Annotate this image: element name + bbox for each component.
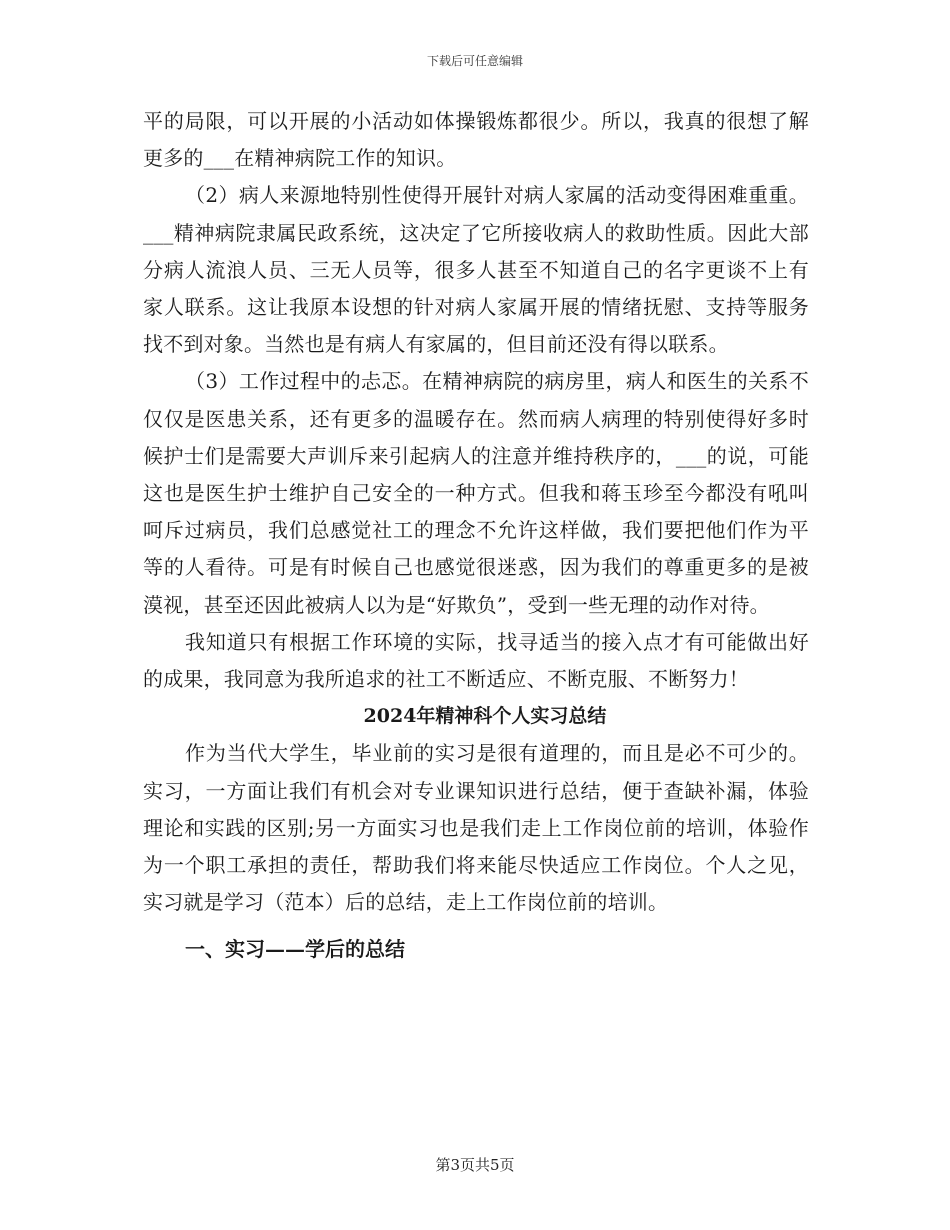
section-heading: 一、实习——学后的总结 (185, 937, 405, 962)
document-body (143, 103, 809, 969)
paragraph-continuation: 平的局限，可以开展的小活动如体操锻炼都很少。所以，我真的很想了解更多的___在精神病院工作的知识。 (143, 109, 809, 171)
paragraph-point-3: （3）工作过程中的忐忑。在精神病院的病房里，病人和医生的关系不仅仅是医患关系，还有更多的温暖存在。然而病人病理的特别使得好多时候护士们是需要大声训斥来引起病人的注意并维持秩序的，___的说，可能这也是医生护士维护自己安全的一种方式。但我和蒋玉珍至今都没有吼叫呵斥过病员，我们总感觉社工的理念不允许这样做，我们要把他们作为平等的人看待。可是有时候自己也感觉很迷惑，因为我们的尊重更多的是被漠视，甚至还因此被病人以为是“好欺负”，受到一些无理的动作对待。 (143, 369, 809, 617)
paragraph-point-2: （2）病人来源地特别性使得开展针对病人家属的活动变得困难重重。___精神病院隶属民政系统，这决定了它所接收病人的救助性质。因此大部分病人流浪人员、三无人员等，很多人甚至不知道自己的名字更谈不上有家人联系。这让我原本设想的针对病人家属开展的情绪抚慰、支持等服务找不到对象。当然也是有病人有家属的，但目前还没有得以联系。 (143, 183, 809, 357)
header-note: 下载后可任意编辑 (426, 54, 523, 68)
paragraph-intro: 作为当代大学生，毕业前的实习是很有道理的，而且是必不可少的。实习，一方面让我们有机会对专业课知识进行总结，便于查缺补漏，体验理论和实践的区别;另一方面实习也是我们走上工作岗位前的培训，体验作为一个职工承担的责任，帮助我们将来能尽快适应工作岗位。个人之见，实习就是学习（范本）后的总结，走上工作岗位前的培训。 (143, 741, 809, 915)
section-title: 2024年精神科个人实习总结 (363, 705, 607, 728)
page-indicator: 第3页共5页 (435, 1156, 515, 1174)
paragraph-conclusion: 我知道只有根据工作环境的实际，找寻适当的接入点才有可能做出好的成果，我同意为我所追求的社工不断适应、不断克服、不断努力！ (143, 629, 809, 692)
